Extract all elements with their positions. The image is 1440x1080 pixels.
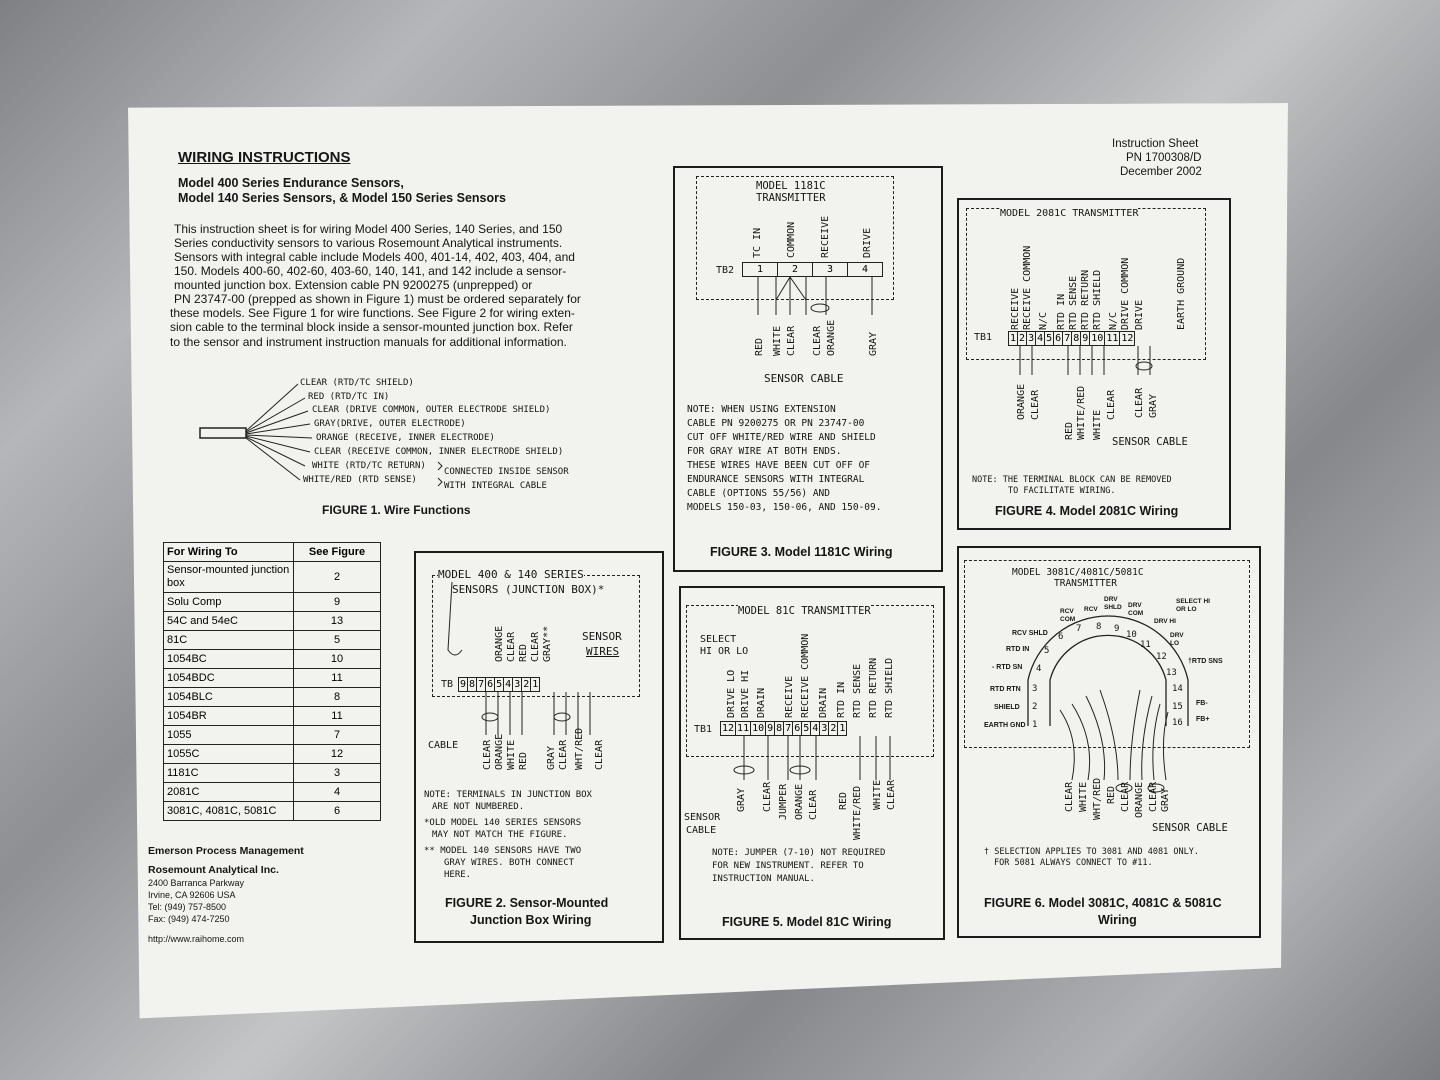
fig2-note: GRAY WIRES. BOTH CONNECT bbox=[444, 858, 575, 868]
wire-label: ORANGE (RECEIVE, INNER ELECTRODE) bbox=[316, 433, 495, 443]
terminal-number: 12 bbox=[1156, 652, 1167, 662]
sensor-wires-label: WIRES bbox=[586, 645, 620, 658]
terminal-function-label: DRIVE LO bbox=[726, 669, 737, 718]
cable-wire-label: CLEAR bbox=[886, 779, 897, 810]
fig5-note: INSTRUCTION MANUAL. bbox=[712, 874, 815, 884]
intro-line: to the sensor and instrument instruction manuals for additional information. bbox=[170, 335, 567, 349]
terminal-number: 4 bbox=[1036, 664, 1042, 674]
cable-wire-label: WHITE bbox=[872, 779, 883, 810]
intro-line: mounted junction box. Extension cable PN 9200275 (unprepped) or bbox=[174, 278, 533, 292]
fig5-title: MODEL 81C TRANSMITTER bbox=[738, 605, 871, 617]
terminal: 2 bbox=[523, 679, 530, 690]
table-cell: 1054BC bbox=[164, 650, 294, 669]
table-cell: 2081C bbox=[164, 783, 294, 802]
cable-wire-label: CLEAR bbox=[482, 739, 493, 770]
cable-wire-label: CLEAR bbox=[812, 325, 823, 356]
wire-label: WHITE/RED (RTD SENSE) bbox=[303, 475, 417, 485]
terminal-function-label: FB+ bbox=[1196, 716, 1210, 723]
figure-caption: FIGURE 2. Sensor-Mounted bbox=[445, 896, 609, 910]
wire-label: CLEAR (RTD/TC SHIELD) bbox=[300, 378, 414, 388]
terminal: 12 bbox=[722, 723, 735, 734]
terminal-function-label: DRV HI bbox=[1154, 618, 1176, 625]
note-line: NOTE: WHEN USING EXTENSION bbox=[687, 404, 836, 415]
terminal: 2 bbox=[1019, 333, 1026, 344]
terminal-function-label: DRAIN bbox=[818, 687, 829, 718]
terminal-function-label: RECEIVE bbox=[820, 215, 831, 258]
fig6-note: FOR 5081 ALWAYS CONNECT TO #11. bbox=[994, 858, 1153, 868]
cable-wire-label: GRAY bbox=[1160, 787, 1171, 812]
wire-label: CLEAR bbox=[506, 631, 517, 662]
terminal: 4 bbox=[861, 264, 869, 275]
cable-wire-label: CLEAR bbox=[1148, 781, 1159, 812]
terminal-number: 5 bbox=[1044, 646, 1050, 656]
wire-label: CLEAR (DRIVE COMMON, OUTER ELECTRODE SHIELD) bbox=[312, 405, 551, 415]
terminal: 3 bbox=[514, 679, 521, 690]
terminal-number: 2 bbox=[1032, 702, 1038, 712]
cable-wire-label: CLEAR bbox=[1134, 387, 1145, 418]
terminal-block-label: TB2 bbox=[716, 265, 735, 276]
fig2-title: SENSORS (JUNCTION BOX)* bbox=[452, 583, 605, 596]
cable-label: SENSOR CABLE bbox=[764, 372, 844, 385]
fig6-title: MODEL 3081C/4081C/5081C bbox=[1012, 567, 1144, 578]
cable-wire-label: CLEAR bbox=[1030, 389, 1041, 420]
cable-wire-label: WHT/RED bbox=[1092, 777, 1103, 820]
figure-caption: FIGURE 5. Model 81C Wiring bbox=[722, 915, 892, 929]
terminal: 7 bbox=[1064, 333, 1071, 344]
table-cell: 4 bbox=[294, 783, 381, 802]
table-cell: 1181C bbox=[164, 764, 294, 783]
terminal-function-label: EARTH GROUND bbox=[1176, 257, 1187, 330]
figure-caption: FIGURE 6. Model 3081C, 4081C & 5081C bbox=[984, 896, 1222, 910]
terminal: 2 bbox=[830, 723, 837, 734]
figure-caption: Wiring bbox=[1098, 913, 1137, 927]
terminal-function-label: RECEIVE bbox=[1010, 287, 1021, 330]
wire-label: GRAY** bbox=[542, 625, 553, 662]
terminal-function-label: RTD RETURN bbox=[868, 657, 879, 718]
terminal: 5 bbox=[1046, 333, 1053, 344]
terminal: 1 bbox=[839, 723, 846, 734]
select-label: HI OR LO bbox=[700, 646, 749, 657]
table-cell: 2 bbox=[294, 562, 381, 593]
terminal-number: 14 bbox=[1172, 684, 1183, 694]
wire-label: WHITE (RTD/TC RETURN) bbox=[312, 461, 426, 471]
fig3-title: MODEL 1181C bbox=[756, 180, 826, 192]
note-line: FOR GRAY WIRE AT BOTH ENDS. bbox=[687, 446, 842, 457]
terminal: 4 bbox=[812, 723, 819, 734]
fig4-note: NOTE: THE TERMINAL BLOCK CAN BE REMOVED bbox=[972, 475, 1172, 485]
cable-label: SENSOR CABLE bbox=[1112, 436, 1188, 448]
sensor-wires-label: SENSOR bbox=[582, 630, 622, 643]
terminal-block-label: TB bbox=[441, 679, 454, 690]
table-cell: 6 bbox=[294, 802, 381, 821]
wire-label: ORANGE bbox=[494, 625, 505, 662]
terminal-function-label: RCV bbox=[1084, 606, 1098, 613]
terminal-number: 16 bbox=[1172, 718, 1183, 728]
terminal-function-label: RTD RETURN bbox=[1080, 269, 1091, 330]
terminal-function-label: DRV SHLD bbox=[1104, 596, 1122, 611]
terminal-function-label: DRV LO bbox=[1170, 632, 1184, 647]
terminal-number: 3 bbox=[1032, 684, 1038, 694]
terminal-function-label: N/C bbox=[1038, 311, 1049, 330]
note-line: CUT OFF WHITE/RED WIRE AND SHIELD bbox=[687, 432, 876, 443]
cable-wire-label: ORANGE bbox=[494, 733, 505, 770]
fig2-note: ** MODEL 140 SENSORS HAVE TWO bbox=[424, 846, 582, 856]
cable-wire-label: JUMPER bbox=[778, 783, 789, 820]
table-cell: 81C bbox=[164, 631, 294, 650]
intro-line: Series conductivity sensors to various Rosemount Analytical instruments. bbox=[174, 236, 563, 250]
terminal-function-label: FB- bbox=[1196, 700, 1208, 707]
terminal-number: 13 bbox=[1166, 668, 1177, 678]
document-title: WIRING INSTRUCTIONS bbox=[178, 149, 351, 166]
fig4-note: TO FACILITATE WIRING. bbox=[1008, 486, 1116, 496]
cable-wire-label: GRAY bbox=[736, 787, 747, 812]
figure-caption: FIGURE 4. Model 2081C Wiring bbox=[995, 504, 1179, 518]
cable-wire-label: ORANGE bbox=[1016, 383, 1027, 420]
cable-wire-label: CLEAR bbox=[1106, 389, 1117, 420]
table-cell: 54C and 54eC bbox=[164, 612, 294, 631]
terminal-function-label: RTD SENSE bbox=[1068, 275, 1079, 330]
terminal: 6 bbox=[1055, 333, 1062, 344]
table-cell: 1054BLC bbox=[164, 688, 294, 707]
terminal-block-label: TB1 bbox=[974, 332, 993, 343]
terminal: 6 bbox=[794, 723, 801, 734]
terminal: 3 bbox=[1028, 333, 1035, 344]
terminal: 10 bbox=[1091, 333, 1104, 344]
part-number: PN 1700308/D bbox=[1126, 152, 1202, 164]
company-phone: Tel: (949) 757-8500 bbox=[148, 902, 227, 912]
cable-wire-label: RED bbox=[1106, 785, 1117, 804]
cable-wire-label: CLEAR bbox=[786, 325, 797, 356]
terminal-number: 9 bbox=[1114, 624, 1120, 634]
terminal: 9 bbox=[767, 723, 774, 734]
issue-date: December 2002 bbox=[1120, 166, 1202, 178]
terminal-function-label: N/C bbox=[1108, 311, 1119, 330]
sheet-label: Instruction Sheet bbox=[1112, 138, 1199, 150]
terminal-number: 6 bbox=[1058, 632, 1064, 642]
terminal-function-label: RTD SHIELD bbox=[884, 657, 895, 718]
terminal: 1 bbox=[532, 679, 539, 690]
terminal-function-label: DRIVE bbox=[1134, 299, 1145, 330]
terminal-function-label: RTD SENSE bbox=[852, 663, 863, 718]
note-line: CABLE PN 9200275 OR PN 23747-00 bbox=[687, 418, 865, 429]
cable-wire-label: CLEAR bbox=[762, 781, 773, 812]
cable-wire-label: WHITE bbox=[1092, 409, 1103, 440]
terminal-function-label: COMMON bbox=[786, 221, 797, 258]
cable-wire-label: GRAY bbox=[546, 745, 557, 770]
note-line: CABLE (OPTIONS 55/56) AND bbox=[687, 488, 830, 499]
terminal-function-label: - RTD SN bbox=[992, 664, 1023, 671]
terminal: 3 bbox=[813, 263, 848, 276]
terminal-number: 11 bbox=[1140, 640, 1151, 650]
figure-caption: FIGURE 3. Model 1181C Wiring bbox=[710, 545, 893, 559]
cable-wire-label: GRAY bbox=[1148, 393, 1159, 418]
table-cell: 5 bbox=[294, 631, 381, 650]
terminal: 11 bbox=[737, 723, 750, 734]
terminal: 11 bbox=[1106, 333, 1119, 344]
terminal-function-label: EARTH GND bbox=[984, 722, 1026, 729]
table-cell: 1055 bbox=[164, 726, 294, 745]
fig5-note: FOR NEW INSTRUMENT. REFER TO bbox=[712, 861, 864, 871]
table-cell: Solu Comp bbox=[164, 593, 294, 612]
cable-wire-label: CLEAR bbox=[1064, 781, 1075, 812]
cable-wire-label: ORANGE bbox=[1134, 781, 1145, 818]
terminal-function-label: DRIVE HI bbox=[740, 669, 751, 718]
terminal-number: 8 bbox=[1096, 622, 1102, 632]
terminal-function-label: DRIVE COMMON bbox=[1120, 257, 1131, 330]
table-cell: 11 bbox=[294, 669, 381, 688]
intro-line: PN 23747-00 (prepped as shown in Figure 1) must be ordered separately for bbox=[174, 292, 581, 306]
fig2-note: HERE. bbox=[444, 870, 472, 880]
terminal: 4 bbox=[1037, 333, 1044, 344]
cable-wire-label: WHITE bbox=[506, 739, 517, 770]
terminal-number: 10 bbox=[1126, 630, 1137, 640]
connected-note: CONNECTED INSIDE SENSOR bbox=[444, 467, 569, 477]
terminal-number: 15 bbox=[1172, 702, 1183, 712]
fig6-note: † SELECTION APPLIES TO 3081 AND 4081 ONLY. bbox=[984, 847, 1199, 857]
note-line: MODELS 150-03, 150-06, AND 150-09. bbox=[687, 502, 882, 513]
table-cell: 1054BDC bbox=[164, 669, 294, 688]
terminal: 10 bbox=[752, 723, 765, 734]
terminal: 8 bbox=[776, 723, 783, 734]
document-subtitle-1: Model 400 Series Endurance Sensors, bbox=[178, 176, 404, 190]
company-division: Rosemount Analytical Inc. bbox=[148, 864, 279, 876]
wire-label: CLEAR bbox=[530, 631, 541, 662]
fig5-note: NOTE: JUMPER (7-10) NOT REQUIRED bbox=[712, 848, 886, 858]
table-cell: 3081C, 4081C, 5081C bbox=[164, 802, 294, 821]
connected-note: WITH INTEGRAL CABLE bbox=[444, 481, 547, 491]
terminal: 8 bbox=[469, 679, 476, 690]
cable-label: SENSOR CABLE bbox=[1152, 822, 1228, 834]
terminal-function-label: RCV SHLD bbox=[1012, 630, 1048, 637]
terminal: 7 bbox=[478, 679, 485, 690]
table-cell: 1054BR bbox=[164, 707, 294, 726]
wire-label: GRAY(DRIVE, OUTER ELECTRODE) bbox=[314, 419, 466, 429]
cable-wire-label: RED bbox=[754, 337, 765, 356]
terminal-function-label: RTD IN bbox=[836, 681, 847, 718]
terminal: 1 bbox=[743, 263, 778, 276]
terminal: 4 bbox=[505, 679, 512, 690]
terminal-function-label: RCV COM bbox=[1060, 608, 1076, 623]
fig2-note: MAY NOT MATCH THE FIGURE. bbox=[432, 830, 568, 840]
intro-line: these models. See Figure 1 for wire functions. See Figure 2 for wiring exten- bbox=[170, 306, 575, 320]
terminal-function-label: †RTD SNS bbox=[1188, 658, 1223, 665]
fig4-title: MODEL 2081C TRANSMITTER bbox=[1000, 208, 1139, 219]
select-label: SELECT bbox=[700, 634, 737, 645]
table-cell: Sensor-mounted junction box bbox=[164, 562, 294, 593]
terminal-function-label: SHIELD bbox=[994, 704, 1020, 711]
company-url: http://www.raihome.com bbox=[148, 934, 245, 944]
terminal-block-label: TB1 bbox=[694, 724, 713, 735]
cable-wire-label: CLEAR bbox=[808, 789, 819, 820]
company-name: Emerson Process Management bbox=[148, 845, 304, 857]
fig2-note: ARE NOT NUMBERED. bbox=[432, 802, 525, 812]
table-cell: 11 bbox=[294, 707, 381, 726]
terminal-function-label: TC IN bbox=[752, 227, 763, 258]
terminal: 1 bbox=[1010, 333, 1017, 344]
cable-label: SENSOR bbox=[684, 812, 721, 823]
table-cell: 12 bbox=[294, 745, 381, 764]
document-subtitle-2: Model 140 Series Sensors, & Model 150 Series Sensors bbox=[178, 191, 506, 205]
intro-line: Sensors with integral cable include Models 400, 401-14, 402, 403, 404, and bbox=[174, 250, 575, 264]
fig2-note: *OLD MODEL 140 SERIES SENSORS bbox=[424, 818, 582, 828]
terminal: 3 bbox=[821, 723, 828, 734]
cable-wire-label: WHITE bbox=[772, 325, 783, 356]
cable-wire-label: CLEAR bbox=[594, 739, 605, 770]
terminal-function-label: SELECT HI OR LO bbox=[1176, 598, 1210, 613]
cable-wire-label: ORANGE bbox=[826, 319, 837, 356]
terminal-number: 7 bbox=[1076, 624, 1082, 634]
column-header: See Figure bbox=[294, 543, 381, 562]
fig2-title: MODEL 400 & 140 SERIES bbox=[438, 568, 584, 581]
terminal-function-label: DRAIN bbox=[756, 687, 767, 718]
terminal: 12 bbox=[1121, 333, 1134, 344]
wire-label: RED bbox=[518, 643, 529, 662]
terminal-function-label: DRIVE bbox=[862, 227, 873, 258]
intro-line: This instruction sheet is for wiring Model 400 Series, 140 Series, and 150 bbox=[174, 222, 563, 236]
figure-caption: Junction Box Wiring bbox=[470, 913, 592, 927]
note-line: THESE WIRES HAVE BEEN CUT OFF OF bbox=[687, 460, 871, 471]
terminal-function-label: RTD IN bbox=[1056, 293, 1067, 330]
fig3-title: TRANSMITTER bbox=[756, 192, 826, 204]
wire-label: CLEAR (RECEIVE COMMON, INNER ELECTRODE SHIELD) bbox=[314, 447, 564, 457]
note-line: ENDURANCE SENSORS WITH INTEGRAL bbox=[687, 474, 865, 485]
terminal: 2 bbox=[778, 263, 813, 276]
fig2-note: NOTE: TERMINALS IN JUNCTION BOX bbox=[424, 790, 592, 800]
terminal-function-label: RECEIVE COMMON bbox=[800, 633, 811, 718]
terminal: 9 bbox=[1082, 333, 1089, 344]
terminal-function-label: RECEIVE bbox=[784, 675, 795, 718]
terminal-number: 1 bbox=[1032, 720, 1038, 730]
terminal-function-label: RTD IN bbox=[1006, 646, 1030, 653]
column-header: For Wiring To bbox=[164, 543, 294, 562]
cable-wire-label: RED bbox=[518, 751, 529, 770]
terminal: 9 bbox=[460, 679, 467, 690]
fig6-title: TRANSMITTER bbox=[1054, 578, 1117, 589]
intro-line: sion cable to the terminal block inside a sensor-mounted junction box. Refer bbox=[170, 320, 573, 334]
terminal: 5 bbox=[496, 679, 503, 690]
table-cell: 7 bbox=[294, 726, 381, 745]
cable-wire-label: RED bbox=[838, 791, 849, 810]
terminal-function-label: RTD RTN bbox=[990, 686, 1021, 693]
cable-wire-label: GRAY bbox=[868, 331, 879, 356]
terminal-function-label: DRV COM bbox=[1128, 602, 1144, 617]
terminal: 8 bbox=[1073, 333, 1080, 344]
cable-wire-label: ORANGE bbox=[794, 783, 805, 820]
table-cell: 10 bbox=[294, 650, 381, 669]
table-cell: 13 bbox=[294, 612, 381, 631]
terminal: 6 bbox=[487, 679, 494, 690]
table-cell: 1055C bbox=[164, 745, 294, 764]
cable-wire-label: WHITE/RED bbox=[852, 785, 863, 840]
figure-caption: FIGURE 1. Wire Functions bbox=[322, 503, 471, 517]
table-cell: 9 bbox=[294, 593, 381, 612]
cable-wire-label: WHITE/RED bbox=[1076, 385, 1087, 440]
intro-line: 150. Models 400-60, 402-60, 403-60, 140, 141, and 142 include a sensor- bbox=[174, 264, 567, 278]
company-fax: Fax: (949) 474-7250 bbox=[148, 914, 230, 924]
company-address: Irvine, CA 92606 USA bbox=[148, 890, 236, 900]
company-address: 2400 Barranca Parkway bbox=[148, 878, 245, 888]
cable-label: CABLE bbox=[428, 740, 459, 751]
cable-wire-label: CLEAR bbox=[1120, 781, 1131, 812]
cable-wire-label: RED bbox=[1064, 421, 1075, 440]
cable-wire-label: WHT/RED bbox=[574, 727, 585, 770]
table-cell: 3 bbox=[294, 764, 381, 783]
terminal-function-label: RECEIVE COMMON bbox=[1022, 245, 1033, 330]
wire-label: RED (RTD/TC IN) bbox=[308, 392, 390, 402]
terminal: 5 bbox=[803, 723, 810, 734]
cable-label: CABLE bbox=[686, 825, 717, 836]
terminal-function-label: RTD SHIELD bbox=[1092, 269, 1103, 330]
terminal: 7 bbox=[785, 723, 792, 734]
table-cell: 8 bbox=[294, 688, 381, 707]
cable-wire-label: CLEAR bbox=[558, 739, 569, 770]
cable-wire-label: WHITE bbox=[1078, 781, 1089, 812]
